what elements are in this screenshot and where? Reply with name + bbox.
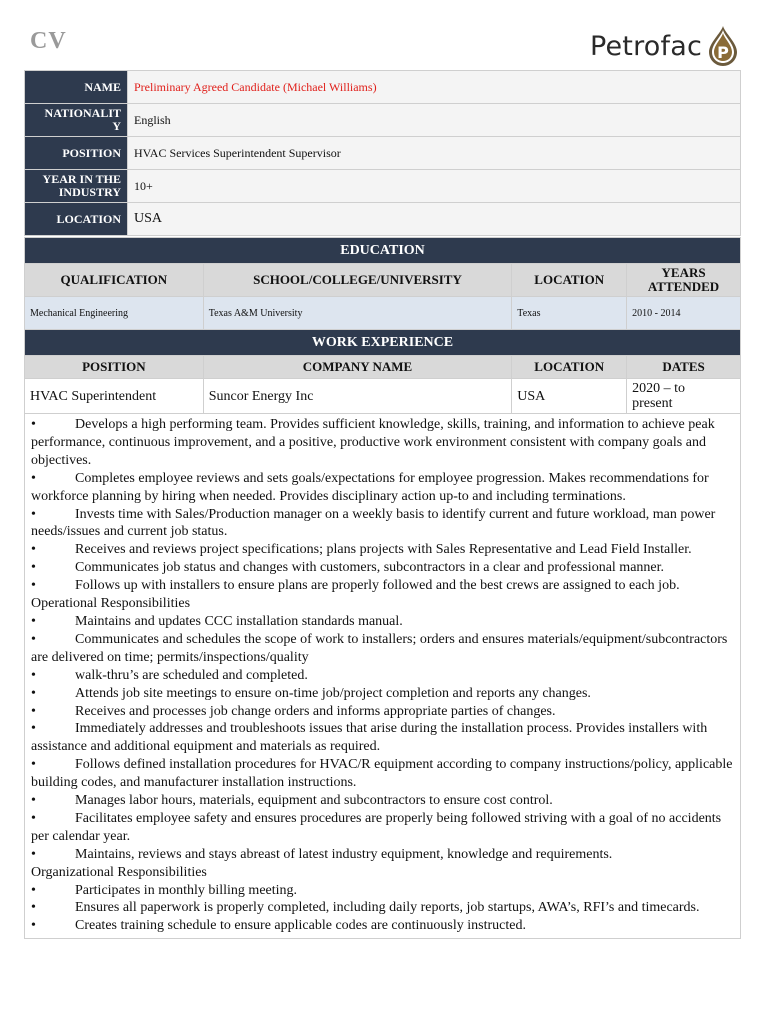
position-row	[25, 137, 741, 170]
bullet-icon: •	[31, 631, 36, 647]
list-item-text: Participates in monthly billing meeting.	[75, 882, 298, 898]
list-item-text: Invests time with Sales/Production manager on a weekly basis to identify current and future workload, man power needs/issues and current job status.	[31, 506, 716, 540]
work-location-cell: USA	[512, 379, 627, 414]
list-item	[31, 810, 734, 846]
years-attended-header	[627, 264, 741, 297]
list-item	[31, 631, 734, 667]
petrofac-drop-icon	[708, 25, 738, 67]
list-item-text: Creates training schedule to ensure applicable codes are continuously instructed.	[75, 918, 526, 934]
organizational-heading: Organizational Responsibilities	[31, 864, 207, 880]
list-item-text: Completes employee reviews and sets goals/expectations for employee progression. Makes recommendations for workforce planning by hiring when needed. Provides disciplinary action up-to and including terminations.	[31, 470, 709, 504]
duties-list	[31, 416, 734, 595]
position-value: HVAC Services Superintendent Supervisor	[128, 137, 741, 170]
bullet-icon: •	[31, 560, 36, 576]
list-item-text: Follows up with installers to ensure plans are properly followed and the best crews are assigned to each job.	[75, 578, 680, 594]
years-attended-line2: ATTENDED	[647, 279, 720, 294]
work-position-header: POSITION	[25, 356, 204, 379]
nationality-value: English	[128, 104, 741, 137]
table-row	[25, 379, 741, 414]
name-label: NAME	[25, 71, 128, 104]
location-label: LOCATION	[25, 203, 128, 236]
edu-location-header: LOCATION	[512, 264, 627, 297]
bullet-icon: •	[31, 882, 36, 898]
list-item-text: walk-thru’s are scheduled and completed.	[75, 667, 308, 683]
bullet-icon: •	[31, 757, 36, 773]
years-label-line2: INDUSTRY	[58, 185, 121, 199]
list-item-text: Manages labor hours, materials, equipment and subcontractors to ensure cost control.	[75, 793, 553, 809]
list-item	[31, 416, 734, 470]
list-item-text: Receives and reviews project specifications; plans projects with Sales Representative and Lead Field Installer.	[75, 542, 692, 558]
years-value: 10+	[128, 170, 741, 203]
dates-line1: 2020 – to	[632, 381, 685, 396]
years-label-line1: YEAR IN THE	[42, 172, 121, 186]
list-item	[31, 846, 734, 864]
table-row	[25, 297, 741, 330]
logo-text: Petrofac	[589, 30, 702, 62]
petrofac-logo	[590, 24, 738, 68]
list-item	[31, 792, 734, 810]
years-label	[25, 170, 128, 203]
list-item	[31, 613, 734, 631]
list-item	[31, 506, 734, 542]
dates-line2: present	[632, 396, 673, 411]
company-cell: Suncor Energy Inc	[203, 379, 512, 414]
list-item-text: Facilitates employee safety and ensures procedures are properly being followed striving with a goal of no accidents per calendar year.	[31, 810, 722, 844]
list-item	[31, 685, 734, 703]
bullet-icon: •	[31, 918, 36, 934]
list-item-text: Maintains, reviews and stays abreast of latest industry equipment, knowledge and requirements.	[75, 846, 613, 862]
cv-title: CV	[30, 28, 67, 54]
list-item	[31, 559, 734, 577]
bullet-icon: •	[31, 703, 36, 719]
list-item	[31, 882, 734, 900]
dates-header: DATES	[627, 356, 741, 379]
work-position-cell: HVAC Superintendent	[25, 379, 204, 414]
candidate-info-table	[24, 70, 741, 236]
list-item-text: Receives and processes job change orders and informs appropriate parties of changes.	[75, 703, 556, 719]
list-item-text: Follows defined installation procedures for HVAC/R equipment according to company instructions/policy, applicable building codes, and manufacturer installation instructions.	[31, 757, 733, 791]
list-item	[31, 756, 734, 792]
operational-list	[31, 613, 734, 864]
company-header: COMPANY NAME	[203, 356, 512, 379]
nationality-label-line2: Y	[112, 119, 121, 133]
work-section-title: WORK EXPERIENCE	[25, 330, 741, 356]
bullet-icon: •	[31, 578, 36, 594]
list-item	[31, 470, 734, 506]
qualification-header: QUALIFICATION	[25, 264, 204, 297]
bullet-icon: •	[31, 685, 36, 701]
list-item	[31, 917, 734, 935]
operational-heading: Operational Responsibilities	[31, 596, 191, 612]
list-item	[31, 899, 734, 917]
bullet-icon: •	[31, 417, 36, 432]
years-cell: 2010 - 2014	[627, 297, 741, 330]
location-row	[25, 203, 741, 236]
education-header-row	[25, 264, 741, 297]
bullet-icon: •	[31, 810, 36, 826]
work-location-header: LOCATION	[512, 356, 627, 379]
list-item-text: Maintains and updates CCC installation standards manual.	[75, 613, 403, 629]
nationality-label-line1: NATIONALIT	[44, 106, 121, 120]
bullet-icon: •	[31, 721, 36, 737]
dates-cell	[627, 379, 741, 414]
bullet-icon: •	[31, 470, 36, 486]
location-value: USA	[128, 203, 741, 236]
education-section-title: EDUCATION	[25, 238, 741, 264]
cv-main-table	[24, 237, 741, 939]
bullet-icon: •	[31, 900, 36, 916]
list-item-text: Immediately addresses and troubleshoots issues that arise during the installation process. Provides installers with assistance and additional equipment and materials as required.	[31, 721, 708, 755]
list-item	[31, 703, 734, 721]
position-label: POSITION	[25, 137, 128, 170]
list-item-text: Ensures all paperwork is properly completed, including daily reports, job startups, AWA’s, RFI’s and timecards.	[75, 900, 700, 916]
edu-location-cell: Texas	[512, 297, 627, 330]
bullet-icon: •	[31, 542, 36, 558]
school-header: SCHOOL/COLLEGE/UNIVERSITY	[203, 264, 512, 297]
list-item	[31, 577, 734, 595]
bullet-icon: •	[31, 793, 36, 809]
school-cell: Texas A&M University	[203, 297, 512, 330]
nationality-row	[25, 104, 741, 137]
list-item-text: Communicates job status and changes with customers, subcontractors in a clear and professional manner.	[75, 560, 665, 576]
name-value: Preliminary Agreed Candidate (Michael Williams)	[128, 71, 741, 104]
list-item-text: Communicates and schedules the scope of work to installers; orders and ensures materials/equipment/subcontractors are delivered on time; permits/inspections/quality	[31, 631, 728, 665]
qualification-cell: Mechanical Engineering	[25, 297, 204, 330]
list-item	[31, 720, 734, 756]
years-row	[25, 170, 741, 203]
list-item-text: Attends job site meetings to ensure on-time job/project completion and reports any changes.	[75, 685, 591, 701]
name-row	[25, 71, 741, 104]
bullet-icon: •	[31, 506, 36, 522]
list-item-text: Develops a high performing team. Provides sufficient knowledge, skills, training, and information to achieve peak performance, continuous improvement, and a positive, productive work environment consistent with company goals and objectives.	[31, 417, 715, 468]
years-attended-line1: YEARS	[661, 265, 706, 280]
list-item	[31, 667, 734, 685]
bullet-icon: •	[31, 846, 36, 862]
organizational-list	[31, 882, 734, 936]
duties-cell	[25, 414, 741, 939]
svg-text:P: P	[717, 43, 729, 62]
bullet-icon: •	[31, 667, 36, 683]
nationality-label	[25, 104, 128, 137]
bullet-icon: •	[31, 613, 36, 629]
list-item	[31, 541, 734, 559]
work-header-row	[25, 356, 741, 379]
